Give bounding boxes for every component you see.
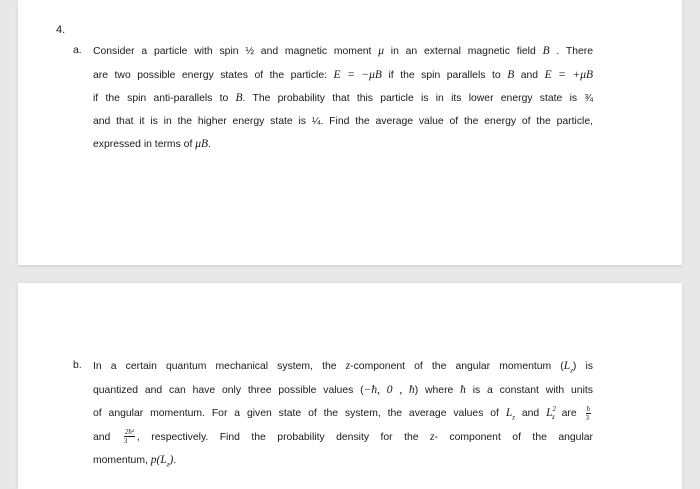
- math-muB: μB: [195, 138, 209, 150]
- math-B: B: [507, 68, 515, 81]
- math-Lz: $L_z$: [563, 360, 573, 375]
- math-e-plus: E = +μB: [544, 68, 594, 81]
- question-number: 4.: [56, 24, 66, 36]
- part-b-line-3: of angular momentum. For a given state of the system, the average values of $L_z$ and $L^2_z$ are $\frac{ħ}{3}$: [93, 404, 590, 422]
- part-b-line-5: momentum, $p(L_z)$.: [93, 454, 177, 469]
- math-e-minus: E = −μB: [333, 68, 382, 81]
- math-mu: μ: [378, 45, 384, 57]
- math-Lz-squared: $L^2_z$: [546, 405, 556, 422]
- part-b-label: b.: [73, 360, 82, 371]
- part-a-line-4: and that it is in the higher energy state is ¼. Find the average value of the energy of the particle,: [93, 115, 593, 127]
- part-a-line-2: are two possible energy states of the particle: E = −μB if the spin parallels to B and E = +μB: [93, 68, 594, 81]
- math-z: z: [430, 430, 435, 443]
- math-hbar: ħ: [460, 383, 466, 396]
- math-pLz: $p(L_z)$: [150, 454, 174, 469]
- part-a-line-3: if the spin anti-parallels to B. The probability that this particle is in its lower energy state is ¾: [93, 92, 593, 104]
- math-B: B: [235, 92, 243, 104]
- part-b-line-4: and $\frac{\text{2ħ²}}{3}$ , respectively. Find the probability density for the z- component of the angular: [93, 428, 593, 446]
- fraction-hbar-over-3: $\frac{ħ}{3}$: [585, 404, 590, 422]
- part-b-line-1: In a certain quantum mechanical system, the z-component of the angular momentum $(L_z)$ is: [93, 360, 593, 375]
- part-a-label: a.: [73, 45, 82, 56]
- math-B: B: [542, 45, 550, 57]
- part-b-line-2: quantized and can have only three possible values (−ħ, 0 , ħ) where ħ is a constant with units: [93, 383, 593, 396]
- part-a-line-5: expressed in terms of μB.: [93, 138, 211, 150]
- part-b: [73, 355, 593, 473]
- part-a: [73, 40, 594, 157]
- part-a-line-1: Consider a particle with spin ½ and magnetic moment μ in an external magnetic field B . There: [93, 45, 594, 57]
- math-values: −ħ, 0 , ħ: [363, 383, 415, 396]
- math-Lz: $L_z$: [505, 407, 515, 422]
- fraction-2hbar2-over-3: $\frac{\text{2ħ²}}{3}$: [123, 428, 134, 446]
- math-z: z: [345, 360, 351, 372]
